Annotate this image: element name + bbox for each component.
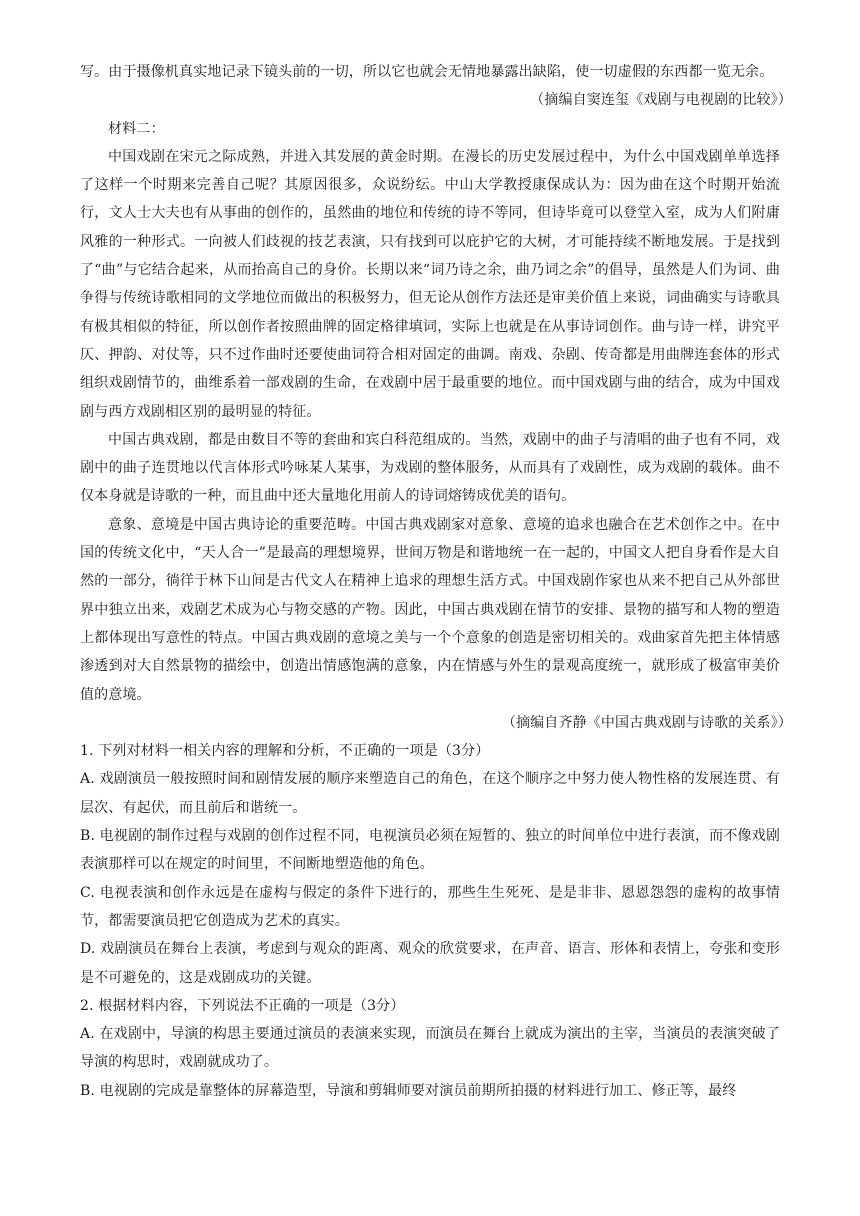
question-2-option-a: A. 在戏剧中，导演的构思主要通过演员的表演来实现，而演员在舞台上就成为演出的主宰，当演员的表演突破了导演的构思时，戏剧就成功了。 [80,1026,780,1071]
question-1-option-a: A. 戏剧演员一般按照时间和剧情发展的顺序来塑造自己的角色，在这个顺序之中努力使人物性格的发展连贯、有层次、有起伏，而且前后和谐统一。 [80,771,780,816]
material-one-source: （摘编自窦连玺《戏剧与电视剧的比较》） [530,92,792,109]
question-1-option-b: B. 电视剧的制作过程与戏剧的创作过程不同，电视演员必须在短暂的、独立的时间单位中进行表演，而不像戏剧表演那样可以在规定的时间里，不间断地塑造他的角色。 [80,828,780,873]
question-2 [80,992,780,1105]
question-2-option-b: B. 电视剧的完成是靠整体的屏幕造型，导演和剪辑师要对演员前期所拍摄的材料进行加工、修正等，最终 [80,1082,737,1099]
material-one-tail [80,58,792,115]
material-two-heading: 材料二： [108,120,165,137]
question-1 [80,737,780,992]
question-2-stem: 2. 根据材料内容，下列说法不正确的一项是（3分） [80,997,405,1014]
question-1-stem: 1. 下列对材料一相关内容的理解和分析，不正确的一项是（3分） [80,743,490,760]
exam-page [80,58,792,1105]
material-two [80,115,792,738]
question-1-option-c: C. 电视表演和创作永远是在虚构与假定的条件下进行的，那些生生死死、是是非非、恩恩怨怨的虚构的故事情节，都需要演员把它创造成为艺术的真实。 [80,884,780,929]
question-1-option-d: D. 戏剧演员在舞台上表演，考虑到与观众的距离、观众的欣赏要求，在声音、语言、形体和表情上，夸张和变形是不可避免的，这是戏剧成功的关键。 [80,941,780,986]
material-one-closing-paragraph: 写。由于摄像机真实地记录下镜头前的一切，所以它也就会无情地暴露出缺陷，使一切虚假的东西都一览无余。 [80,64,774,80]
material-two-paragraph-2: 中国古典戏剧，都是由数目不等的套曲和宾白科范组成的。当然，戏剧中的曲子与清唱的曲子也有不同，戏剧中的曲子连贯地以代言体形式吟咏某人某事，为戏剧的整体服务，从而具有了戏剧性，成为戏剧的载体。曲不仅本身就是诗歌的一种，而且曲中还大量地化用前人的诗词熔铸成优美的语句。 [80,431,780,505]
material-two-source: （摘编自齐静《中国古典戏剧与诗歌的关系》） [501,714,792,731]
material-two-paragraph-1: 中国戏剧在宋元之际成熟，并进入其发展的黄金时期。在漫长的历史发展过程中，为什么中国戏剧单单选择了这样一个时期来完善自己呢？其原因很多，众说纷纭。中山大学教授康保成认为：因为曲在这个时期开始流行，文人士大夫也有从事曲的创作的，虽然曲的地位和传统的诗不等同，但诗毕竟可以登堂入室，成为人们附庸风雅的一种形式。一向被人们歧视的技艺表演，只有找到可以庇护它的大树，才可能持续不断地发展。于是找到了“曲”与它结合起来，从而抬高自己的身价。长期以来“词乃诗之余，曲乃词之余”的倡导，虽然是人们为词、曲争得与传统诗歌相同的文学地位而做出的积极努力，但无论从创作方法还是审美价值上来说，词曲确实与诗歌具有极其相似的特征，所以创作者按照曲牌的固定格律填词，实际上也就是在从事诗词创作。曲与诗一样，讲究平仄、押韵、对仗等，只不过作曲时还要使曲词符合相对固定的曲调。南戏、杂剧、传奇都是用曲牌连套体的形式组织戏剧情节的，曲维系着一部戏剧的生命，在戏剧中居于最重要的地位。而中国戏剧与曲的结合，成为中国戏剧与西方戏剧相区别的最明显的特征。 [80,148,780,420]
material-two-paragraph-3: 意象、意境是中国古典诗论的重要范畴。中国古典戏剧家对意象、意境的追求也融合在艺术创作之中。在中国的传统文化中，“天人合一”是最高的理想境界，世间万物是和谐地统一在一起的，中国文人把自身看作是大自然的一部分，徜徉于林下山间是古代文人在精神上追求的理想生活方式。中国戏剧作家也从来不把自己从外部世界中独立出来，戏剧艺术成为心与物交感的产物。因此，中国古典戏剧在情节的安排、景物的描写和人物的塑造上都体现出写意性的特点。中国古典戏剧的意境之美与一个个意象的创造是密切相关的。戏曲家首先把主体情感渗透到对大自然景物的描绘中，创造出情感饱满的意象，内在情感与外生的景观高度统一，就形成了极富审美价值的意境。 [80,516,780,703]
